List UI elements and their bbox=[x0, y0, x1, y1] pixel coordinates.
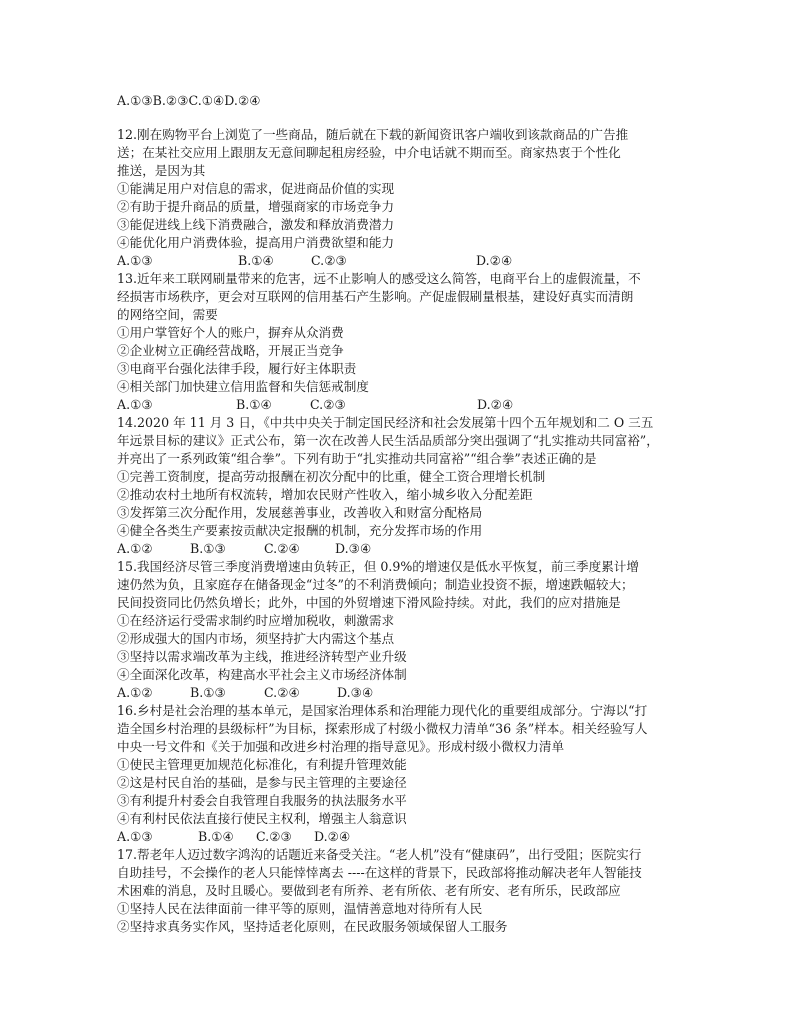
q12-option-d[interactable]: D.②④ bbox=[476, 253, 513, 268]
q15-option-d[interactable]: D.③④ bbox=[337, 685, 374, 700]
q15-stem-line: 15.我国经济尽管三季度消费增速由负转正，但 0.9%的增速仅是低水平恢复，前三季度累计增 bbox=[117, 559, 639, 574]
q15-option-a[interactable]: A.①② bbox=[117, 685, 153, 700]
q14-option-b[interactable]: B.①③ bbox=[190, 541, 226, 556]
q17-stem-line: 自助挂号，不会操作的老人只能悻悻离去 ----在这样的背景下，民政部将推动解决老年人智能技 bbox=[117, 865, 642, 880]
q16-stem-line: 16.乡村是社会治理的基本单元，是国家治理体系和治理能力现代化的重要组成部分。宁海以“打 bbox=[117, 703, 648, 718]
q14-stem-line: 并亮出了一系列政策“组合拳”。下列有助于“扎实推动共同富裕”“组合拳”表述正确的是 bbox=[117, 451, 597, 466]
q13-stem-line: 的网络空间，需要 bbox=[117, 307, 218, 322]
q16-option-b[interactable]: B.①④ bbox=[198, 829, 234, 844]
q15-option-c[interactable]: C.②④ bbox=[264, 685, 300, 700]
q14-item-4: ④健全各类生产要素按贡献决定报酬的机制，充分发挥市场的作用 bbox=[117, 523, 483, 538]
q12-option-a[interactable]: A.①③ bbox=[117, 253, 153, 268]
q12-item-4: ④能优化用户消费体验，提高用户消费欲望和能力 bbox=[117, 235, 395, 250]
q11-answer-options: A.①③B.②③C.①④D.②④ bbox=[117, 93, 261, 108]
q16-stem-line: 造全国乡村治理的县级标杆”为目标，探索形成了村级小微权力清单“36 条”样本。相关经验写人 bbox=[117, 721, 648, 736]
q12-stem-line: 12.刚在购物平台上浏览了一些商品，随后就在下载的新闻资讯客户端收到该款商品的广告推 bbox=[117, 127, 629, 142]
q17-item-2: ②坚持求真务实作风，坚持适老化原则，在民政服务领域保留人工服务 bbox=[117, 919, 508, 934]
q15-option-b[interactable]: B.①③ bbox=[190, 685, 226, 700]
q16-option-a[interactable]: A.①③ bbox=[117, 829, 153, 844]
q14-option-d[interactable]: D.③④ bbox=[335, 541, 372, 556]
q17-item-1: ①坚持人民在法律面前一律平等的原则，温情善意地对待所有人民 bbox=[117, 901, 483, 916]
q13-stem-line: 13.近年来工联网刷量带来的危害，远不止影响人的感受这么简答，电商平台上的虚假流量，不 bbox=[117, 271, 641, 286]
q14-item-3: ③发挥第三次分配作用，发展慈善事业，改善收入和财富分配格局 bbox=[117, 505, 483, 520]
q17-stem-line: 17.帮老年人迈过数字鸿沟的话题近来备受关注。“老人机”没有“健康码”，出行受阻；医院实行 bbox=[117, 847, 642, 862]
q13-stem-line: 经损害市场秩序，更会对互联网的信用基石产生影响。产促虚假刷量根基，建设好真实而清朗 bbox=[117, 289, 634, 304]
q16-item-2: ②这是村民自治的基础，是参与民主管理的主要途径 bbox=[117, 775, 407, 790]
q12-stem-line: 推送，是因为其 bbox=[117, 163, 206, 178]
q14-stem-line: 年远景目标的建议》正式公布，第一次在改善人民生活品质部分突出强调了“扎实推动共同富裕”， bbox=[117, 433, 659, 448]
q17-stem-line: 术困难的消息，及时且暖心。要做到老有所养、老有所依、老有所安、老有所乐，民政部应 bbox=[117, 883, 621, 898]
q16-item-3: ③有利提升村委会自我管理自我服务的执法服务水平 bbox=[117, 793, 407, 808]
q12-item-1: ①能满足用户对信息的需求，促进商品价值的实现 bbox=[117, 181, 395, 196]
q15-stem-line: 速仍然为负，且家庭存在储备现金“过冬”的不利消费倾向；制造业投资不振，增速跌幅较大； bbox=[117, 577, 634, 592]
q14-option-c[interactable]: C.②④ bbox=[264, 541, 300, 556]
q16-item-4: ④有利村民依法直接行使民主权利，增强主人翁意识 bbox=[117, 811, 407, 826]
q16-option-c[interactable]: C.②③ bbox=[256, 829, 292, 844]
q14-stem-line: 14.2020 年 11 月 3 日，《中共中央关于制定国民经济和社会发展第十四个五年规划和二 O 三五 bbox=[117, 415, 654, 430]
q15-item-2: ②形成强大的国内市场，须坚持扩大内需这个基点 bbox=[117, 631, 395, 646]
q13-item-2: ②企业树立正确经营战略，开展正当竞争 bbox=[117, 343, 344, 358]
q12-option-c[interactable]: C.②③ bbox=[311, 253, 347, 268]
q16-stem-line: 中央一号文件和《关于加强和改进乡村治理的指导意见》。形成村级小微权力清单 bbox=[117, 739, 565, 754]
q13-option-b[interactable]: B.①④ bbox=[236, 397, 272, 412]
q13-item-3: ③电商平台强化法律手段，履行好主体职责 bbox=[117, 361, 357, 376]
q16-option-d[interactable]: D.②④ bbox=[314, 829, 351, 844]
q14-option-a[interactable]: A.①② bbox=[117, 541, 153, 556]
q14-item-1: ①完善工资制度，提高劳动报酬在初次分配中的比重，健全工资合理增长机制 bbox=[117, 469, 546, 484]
q14-item-2: ②推动农村土地所有权流转，增加农民财产性收入，缩小城乡收入分配差距 bbox=[117, 487, 533, 502]
q13-option-a[interactable]: A.①③ bbox=[117, 397, 153, 412]
q12-item-2: ②有助于提升商品的质量，增强商家的市场竞争力 bbox=[117, 199, 395, 214]
q12-stem-line: 送；在某社交应用上跟朋友无意间聊起租房经验，中介电话就不期而至。商家热衷于个性化 bbox=[117, 145, 621, 160]
q13-option-d[interactable]: D.②④ bbox=[477, 397, 514, 412]
q15-item-1: ①在经济运行受需求制约时应增加税收，刺激需求 bbox=[117, 613, 395, 628]
q13-item-4: ④相关部门加快建立信用监督和失信惩戒制度 bbox=[117, 379, 369, 394]
q13-option-c[interactable]: C.②③ bbox=[310, 397, 346, 412]
q12-item-3: ③能促进线上线下消费融合，激发和释放消费潜力 bbox=[117, 217, 395, 232]
q15-item-4: ④全面深化改革，构建高水平社会主义市场经济体制 bbox=[117, 667, 407, 682]
q15-stem-line: 民间投资同比仍然负增长；此外，中国的外贸增速下滑风险持续。对此，我们的应对措施是 bbox=[117, 595, 621, 610]
q16-item-1: ①使民主管理更加规范化标准化，有利提升管理效能 bbox=[117, 757, 407, 772]
q15-item-3: ③坚持以需求端改革为主线，推进经济转型产业升级 bbox=[117, 649, 407, 664]
q13-item-1: ①用户掌管好个人的账户，摒弃从众消费 bbox=[117, 325, 344, 340]
q12-option-b[interactable]: B.①④ bbox=[238, 253, 274, 268]
